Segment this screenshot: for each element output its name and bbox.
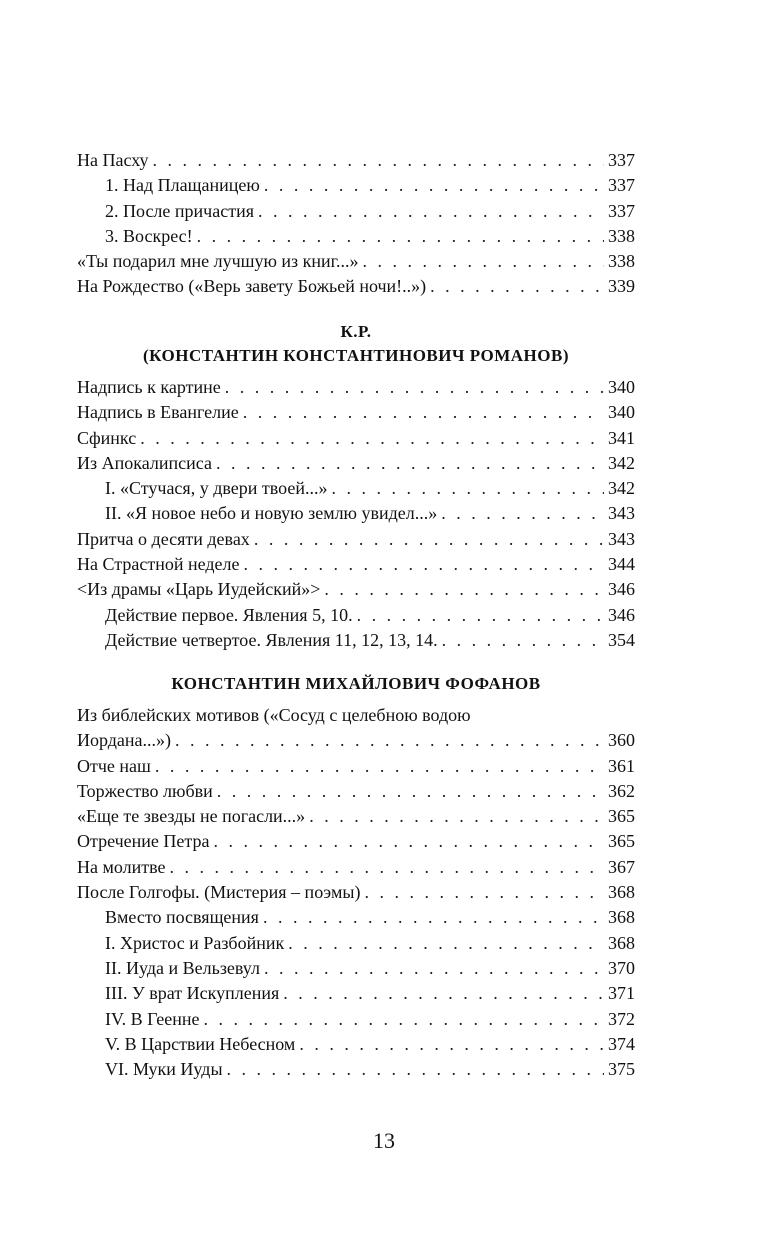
toc-entry: <Из драмы «Царь Иудейский»> . . . 346 [77, 577, 635, 602]
toc-entry: На Пасху . . . 337 [77, 148, 635, 173]
toc-entry: V. В Царствии Небесном . . . 374 [77, 1032, 635, 1057]
toc-section-3 [77, 703, 635, 1082]
toc-entry: III. У врат Искупления . . . 371 [77, 981, 635, 1006]
toc-entry: На Страстной неделе . . . 344 [77, 552, 635, 577]
toc-entry: Иордана...») . . . 360 [77, 728, 635, 753]
toc-entry: Действие четвертое. Явления 11, 12, 13, 14. . . . 354 [77, 628, 635, 653]
toc-entry: Из Апокалипсиса . . . 342 [77, 451, 635, 476]
toc-entry: Надпись к картине . . . 340 [77, 375, 635, 400]
toc-entry: II. Иуда и Вельзевул . . . 370 [77, 956, 635, 981]
toc-entry: После Голгофы. (Мистерия – поэмы) . . . 368 [77, 880, 635, 905]
toc-entry: II. «Я новое небо и новую землю увидел...» . . . 343 [77, 501, 635, 526]
toc-entry: I. Христос и Разбойник . . . 368 [77, 931, 635, 956]
toc-entry: 1. Над Плащаницею . . . 337 [77, 173, 635, 198]
toc-entry: Действие первое. Явления 5, 10. . . . 346 [77, 603, 635, 628]
toc-entry: 2. После причастия . . . 337 [77, 199, 635, 224]
toc-entry: На Рождество («Верь завету Божьей ночи!..») . . . 339 [77, 274, 635, 299]
toc-entry: Вместо посвящения . . . 368 [77, 905, 635, 930]
section-heading-fofanov: КОНСТАНТИН МИХАЙЛОВИЧ ФОФАНОВ [171, 674, 541, 693]
toc-entry: «Еще те звезды не погасли...» . . . 365 [77, 804, 635, 829]
toc-section-1 [77, 148, 635, 300]
toc-entry: VI. Муки Иуды . . . 375 [77, 1057, 635, 1082]
section-heading-romanov: (КОНСТАНТИН КОНСТАНТИНОВИЧ РОМАНОВ) [142, 346, 569, 365]
toc-entry: Отче наш . . . 361 [77, 754, 635, 779]
toc-entry: Надпись в Евангелие . . . 340 [77, 400, 635, 425]
toc-entry: Притча о десяти девах . . . 343 [77, 527, 635, 552]
toc-entry: Отречение Петра . . . 365 [77, 829, 635, 854]
toc-entry: IV. В Геенне . . . 372 [77, 1007, 635, 1032]
toc-entry: 3. Воскрес! . . . 338 [77, 224, 635, 249]
toc-entry: На молитве . . . 367 [77, 855, 635, 880]
toc-entry: Сфинкс . . . 341 [77, 426, 635, 451]
section-heading-kr: К.Р. [340, 322, 372, 341]
toc-section-2 [77, 375, 635, 653]
toc-entry: I. «Стучася, у двери твоей...» . . . 342 [77, 476, 635, 501]
page-number: 13 [373, 1128, 395, 1153]
toc-entry: «Ты подарил мне лучшую из книг...» . . . 338 [77, 249, 635, 274]
toc-entry: Торжество любви . . . 362 [77, 779, 635, 804]
toc-entry-wrapped-line: Из библейских мотивов («Сосуд с целебною водою [77, 705, 471, 725]
